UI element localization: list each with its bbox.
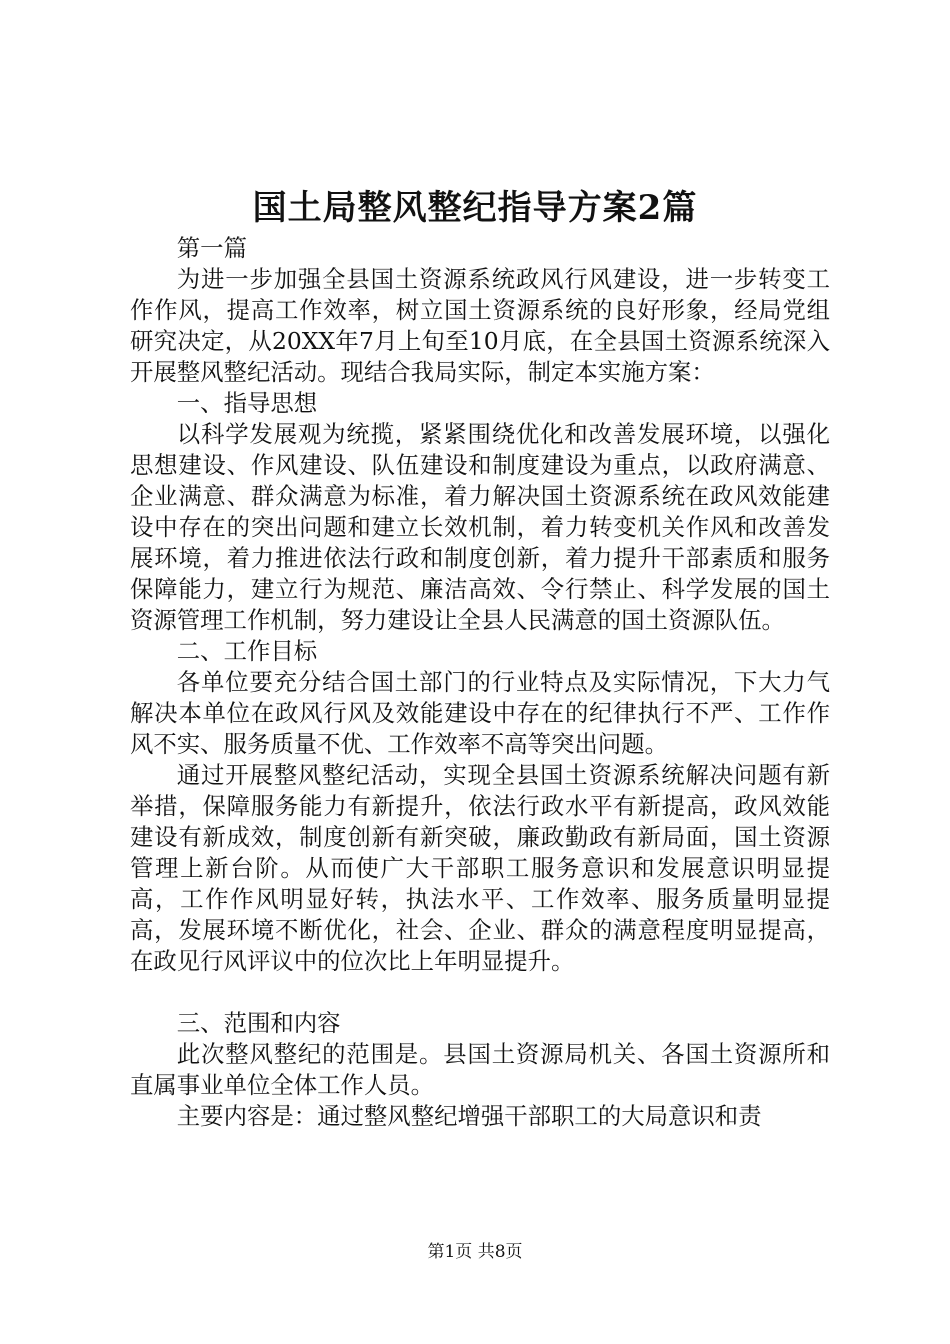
heading-work-goals: 二、工作目标 xyxy=(176,637,318,665)
heading-guiding-thought: 一、指导思想 xyxy=(176,389,318,417)
work-goals-paragraph-1: 各单位要充分结合国土部门的行业特点及实际情况，下大力气解决本单位在政风行风及效能建设中存在的纪律执行不严、工作作风不实、服务质量不优、工作效率不高等突出问题。 xyxy=(130,668,830,758)
heading-scope-content: 三、范围和内容 xyxy=(176,1009,341,1037)
intro-paragraph: 为进一步加强全县国土资源系统政风行风建设，进一步转变工作作风，提高工作效率，树立国土资源系统的良好形象，经局党组研究决定，从20XX年7月上旬至10月底，在全县国土资源系统深入开展整风整纪活动。现结合我局实际，制定本实施方案： xyxy=(130,265,830,386)
content-paragraph: 主要内容是：通过整风整纪增强干部职工的大局意识和责 xyxy=(176,1102,762,1130)
work-goals-paragraph-2: 通过开展整风整纪活动，实现全县国土资源系统解决问题有新举措，保障服务能力有新提升，依法行政水平有新提高，政风效能建设有新成效，制度创新有新突破，廉政勤政有新局面，国土资源管理上新台阶。从而使广大干部职工服务意识和发展意识明显提高，工作作风明显好转，执法水平、工作效率、服务质量明显提高，发展环境不断优化，社会、企业、群众的满意程度明显提高，在政见行风评议中的位次比上年明显提升。 xyxy=(130,761,830,975)
document-title: 国土局整风整纪指导方案2篇 xyxy=(252,188,698,228)
document-body xyxy=(130,233,830,1132)
guiding-thought-paragraph: 以科学发展观为统揽，紧紧围绕优化和改善发展环境，以强化思想建设、作风建设、队伍建设和制度建设为重点，以政府满意、企业满意、群众满意为标准，着力解决国土资源系统在政风效能建设中存在的突出问题和建立长效机制，着力转变机关作风和改善发展环境，着力推进依法行政和制度创新，着力提升干部素质和服务保障能力，建立行为规范、廉洁高效、令行禁止、科学发展的国土资源管理工作机制，努力建设让全县人民满意的国土资源队伍。 xyxy=(130,420,830,634)
scope-paragraph: 此次整风整纪的范围是。县国土资源局机关、各国土资源所和直属事业单位全体工作人员。 xyxy=(130,1040,830,1099)
section-label: 第一篇 xyxy=(176,234,247,262)
page-number: 第1页 共8页 xyxy=(427,1242,523,1262)
